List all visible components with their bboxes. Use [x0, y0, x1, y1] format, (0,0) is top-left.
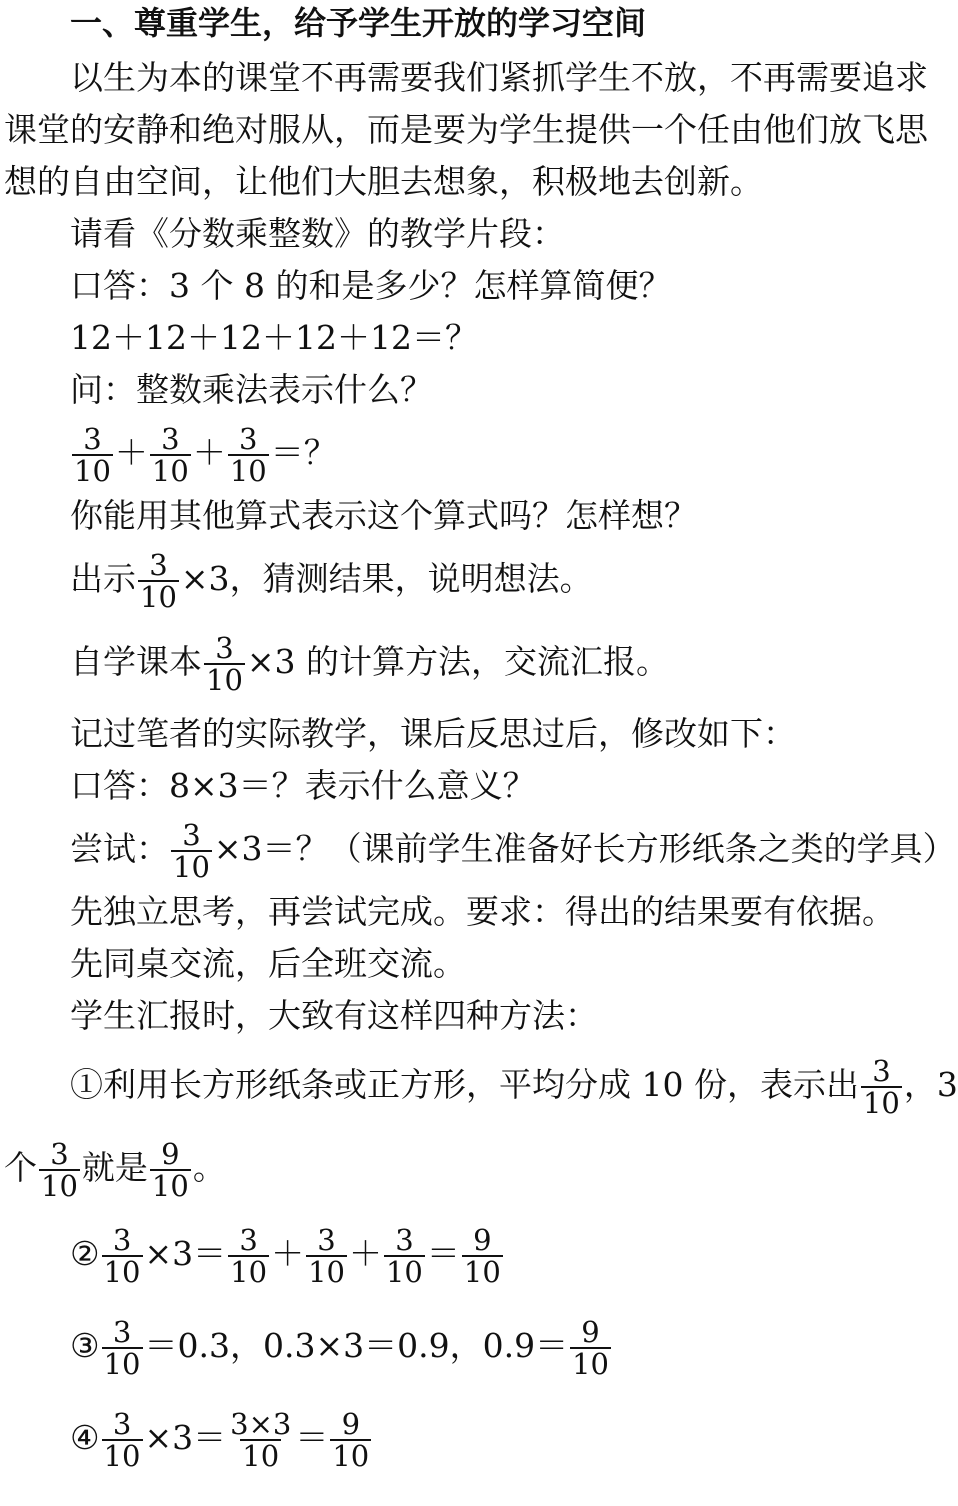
oral-question-2: 口答：8×3＝？表示什么意义？ [70, 766, 536, 805]
self-study-line: 自学课本 $\frac{3}{10}$ ×3 的计算方法，交流汇报。 [70, 631, 670, 697]
method-2-line: ② $\frac{3}{10}$ ×3＝ $\frac{3}{10}$ ＋ $\frac{3}{10}$ ＋ $\frac{3}{10}$ ＝ $\frac{9}{10}$ [70, 1223, 501, 1289]
fraction: $\frac{3}{10}$ [308, 1223, 345, 1289]
fraction: $\frac{3}{10}$ [385, 1223, 423, 1289]
fraction: $\frac{3}{10}$ [230, 1223, 268, 1289]
think-line: 先独立思考，再尝试完成。要求：得出的结果要有依据。 [70, 892, 895, 931]
report-line: 学生汇报时，大致有这样四种方法： [70, 996, 598, 1035]
fraction: $\frac{3}{10}$ [41, 1137, 78, 1203]
teaching-intro: 请看《分数乘整数》的教学片段： [70, 214, 565, 253]
method-4-line: ④ $\frac{3}{10}$ ×3＝ $\frac{3\times 3}{10}$ ＝ $\frac{9}{10}$ [70, 1407, 370, 1473]
desk-exchange-line: 先同桌交流，后全班交流。 [70, 944, 466, 983]
method-1-line-1: ①利用长方形纸条或正方形，平均分成 10 份，表示出 $\frac{3}{10}$ ，3 [70, 1054, 958, 1120]
show-expression-line: 出示 $\frac{3}{10}$ ×3，猜测结果，说明想法。 [70, 548, 593, 614]
oral-question-1: 口答：3 个 8 的和是多少？怎样算简便？ [70, 266, 672, 305]
intro-paragraph: 以生为本的课堂不再需要我们紧抓学生不放，不再需要追求课堂的安静和绝对服从，而是要为学生提供一个任由他们放飞思想的自由空间，让他们大胆去想象，积极地去创新。 [4, 58, 928, 201]
fraction: $\frac{3}{10}$ [206, 631, 243, 697]
fraction: $\frac{3}{10}$ [74, 422, 111, 488]
question-multiplication: 问：整数乘法表示什么？ [70, 370, 433, 409]
fraction: $\frac{3}{10}$ [151, 422, 189, 488]
fraction: $\frac{3}{10}$ [173, 818, 210, 884]
fraction: $\frac{3}{10}$ [140, 548, 177, 614]
fraction: $\frac{3}{10}$ [103, 1315, 141, 1381]
fraction: $\frac{9}{10}$ [463, 1223, 501, 1289]
fraction: $\frac{3}{10}$ [229, 422, 267, 488]
fraction: $\frac{3}{10}$ [103, 1223, 141, 1289]
fraction: $\frac{9}{10}$ [332, 1407, 370, 1473]
fraction: $\frac{9}{10}$ [572, 1315, 609, 1381]
fraction-sum-expression: $\frac{3}{10}$ ＋ $\frac{3}{10}$ ＋ $\frac{3}{10}$ ＝？ [74, 422, 337, 488]
try-line: 尝试： $\frac{3}{10}$ ×3＝？（课前学生准备好长方形纸条之类的学具） [70, 818, 956, 884]
other-expression-question: 你能用其他算式表示这个算式吗？怎样想？ [70, 496, 697, 535]
section-heading: 一、尊重学生，给予学生开放的学习空间 [70, 4, 647, 42]
fraction: $\frac{3}{10}$ [862, 1054, 900, 1120]
sum-expression: 12＋12＋12＋12＋12＝？ [70, 318, 478, 357]
fraction: $\frac{3}{10}$ [103, 1407, 141, 1473]
reflection-line: 记过笔者的实际教学，课后反思过后，修改如下： [70, 714, 796, 753]
method-1-line-2: 个 $\frac{3}{10}$ 就是 $\frac{9}{10}$ 。 [4, 1137, 226, 1203]
fraction: $\frac{9}{10}$ [151, 1137, 189, 1203]
method-3-line: ③ $\frac{3}{10}$ ＝0.3，0.3×3＝0.9，0.9＝ $\frac{9}{10}$ [70, 1315, 609, 1381]
fraction: $\frac{3\times 3}{10}$ [230, 1407, 292, 1473]
